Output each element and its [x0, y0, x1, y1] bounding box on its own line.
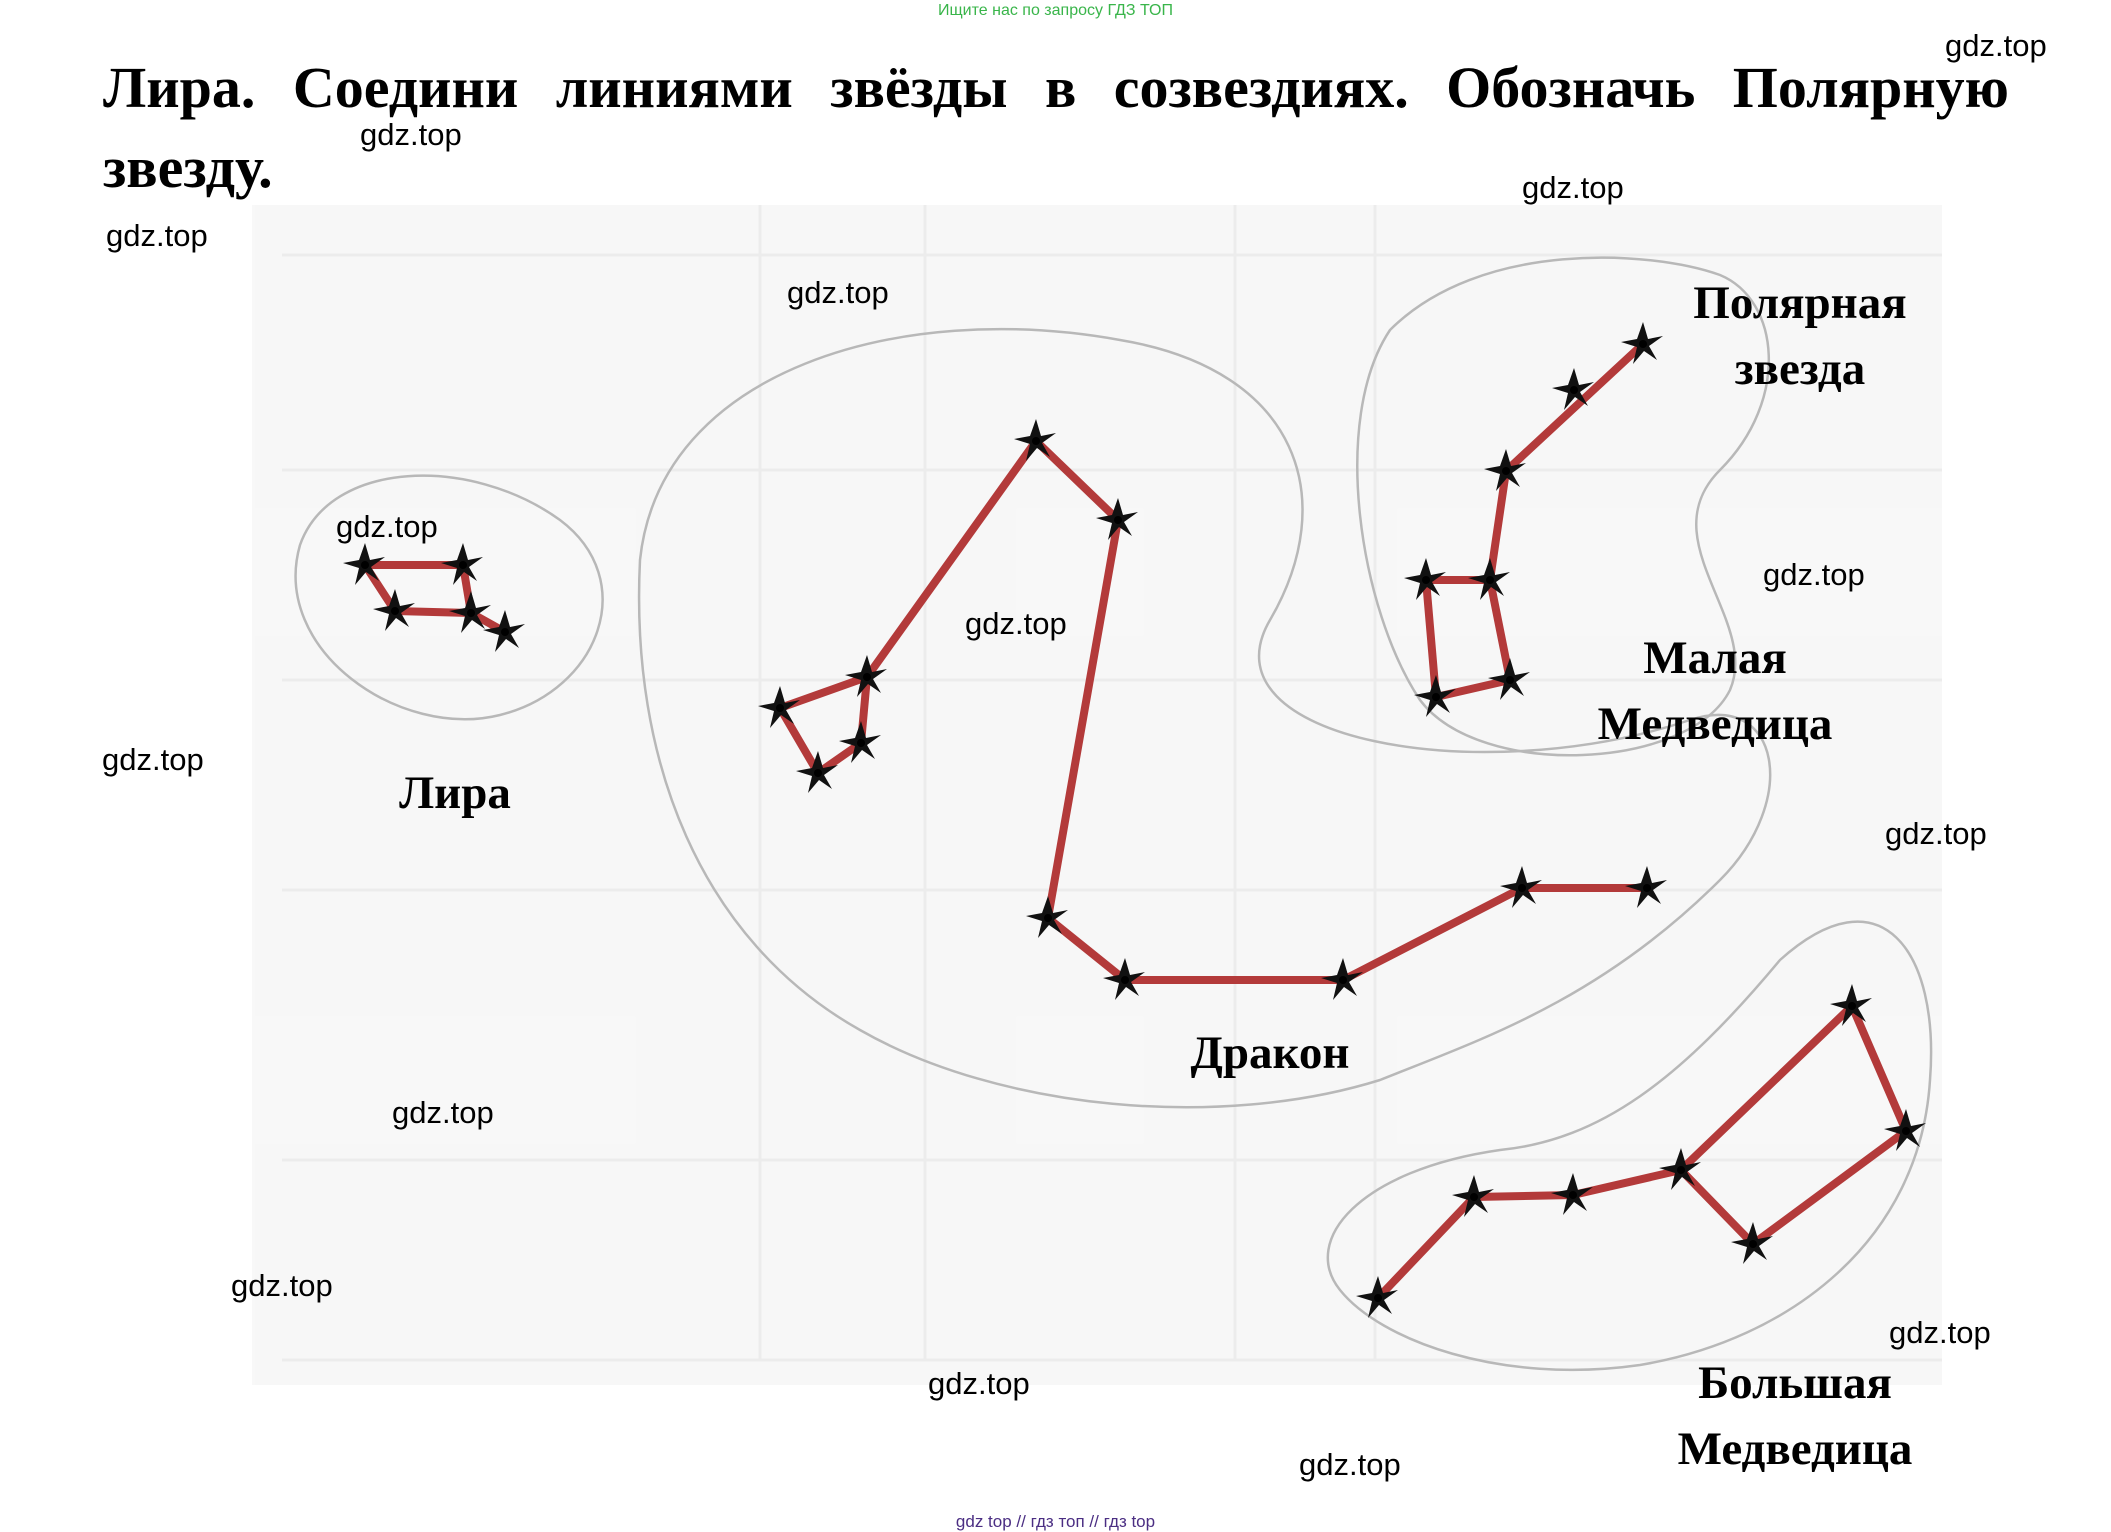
- ursa-minor-label: [1565, 625, 1865, 757]
- watermark: gdz.top: [392, 1095, 494, 1130]
- watermark: gdz.top: [102, 742, 204, 777]
- watermark: gdz.top: [106, 218, 208, 253]
- ursa-minor-label-line1: Малая: [1643, 632, 1787, 684]
- polaris-label-line2: звезда: [1734, 343, 1866, 395]
- watermark: gdz.top: [787, 275, 889, 310]
- watermark: gdz.top: [231, 1268, 333, 1303]
- draco-label: Дракон: [1190, 1027, 1350, 1079]
- watermark: gdz.top: [1763, 557, 1865, 592]
- search-banner: Ищите нас по запросу ГДЗ ТОП: [938, 2, 1173, 19]
- polaris-label-line1: Полярная: [1693, 277, 1907, 329]
- polaris-label: [1660, 270, 1940, 402]
- watermark: gdz.top: [1299, 1447, 1401, 1482]
- ursa-major-label-line1: Большая: [1698, 1357, 1892, 1409]
- ursa-major-label-line2: Медведица: [1677, 1423, 1913, 1475]
- watermark: gdz.top: [336, 509, 438, 544]
- watermark: gdz.top: [928, 1366, 1030, 1401]
- watermark: gdz.top: [1885, 816, 1987, 851]
- ursa-minor-label-line2: Медведица: [1597, 698, 1833, 750]
- watermark: gdz.top: [1889, 1315, 1991, 1350]
- lyra-label: Лира: [399, 767, 511, 819]
- watermark: gdz.top: [965, 606, 1067, 641]
- task-text: Лира. Соедини линиями звёзды в созвездиях. Обозначь Полярную звезду.: [103, 55, 2009, 200]
- watermark: gdz.top: [1945, 28, 2047, 63]
- ursa-major-label: [1650, 1350, 1940, 1482]
- watermark: gdz.top: [1522, 170, 1624, 205]
- footer-links: gdz top // гдз топ // гдз top: [955, 1512, 1156, 1531]
- watermark: gdz.top: [360, 117, 462, 152]
